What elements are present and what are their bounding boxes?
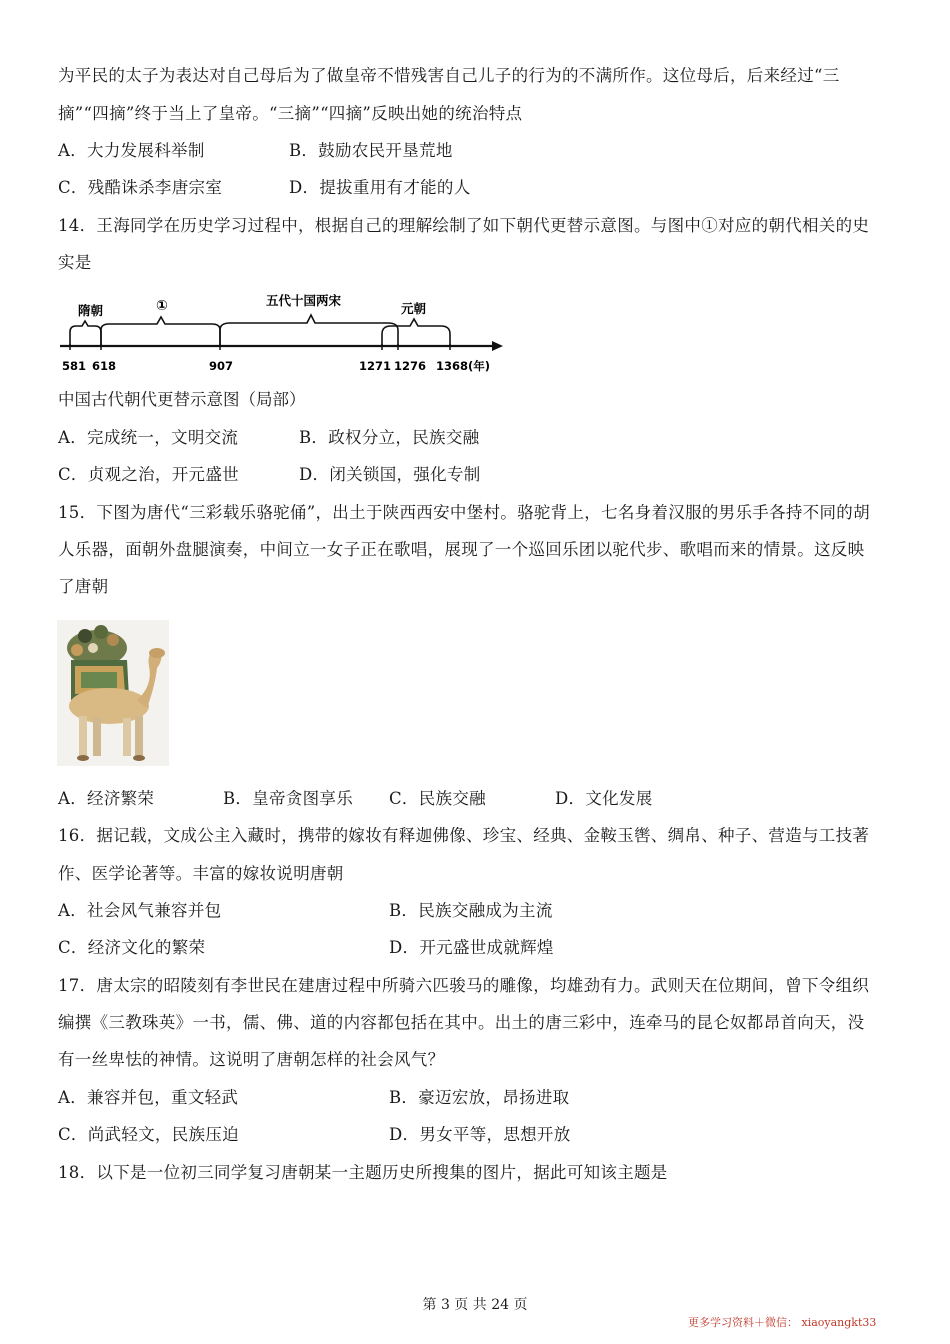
q17-option-d: D．男女平等，思想开放 [389,1125,571,1144]
q14-text-line2: 实是 [58,253,92,272]
tang-sancai-camel-figure-image [57,620,169,766]
q16-text-line1: 16．据记载，文成公主入藏时，携带的嫁妆有释迦佛像、珍宝、经典、金鞍玉辔、绸帛、种子、营造与工技著 [58,826,870,845]
q15-option-d: D．文化发展 [555,789,653,808]
q14-option-c: C．贞观之治，开元盛世 [58,465,239,484]
timeline-arrow [492,341,503,351]
q14-option-a: A．完成统一，文明交流 [58,428,239,447]
year-618: 618 [92,359,117,373]
q14-option-d: D．闭关锁国，强化专制 [299,465,481,484]
q13-text-line1: 为平民的太子为表达对自己母后为了做皇帝不惜残害自己儿子的行为的不满所作。这位母后，后来经过“三 [58,66,840,85]
q16-option-c: C．经济文化的繁荣 [58,938,206,957]
q17-text-line2: 编撰《三教珠英》一书，儒、佛、道的内容都包括在其中。出土的唐三彩中，连牵马的昆仑奴都昂首向天，没 [58,1013,865,1032]
label-wudai-song: 五代十国两宋 [266,293,342,308]
q17-option-a: A．兼容并包，重文轻武 [58,1088,239,1107]
wudai-song-bracket [220,315,398,346]
q13-option-b: B．鼓励农民开垦荒地 [289,141,453,160]
q16-option-d: D．开元盛世成就辉煌 [389,938,554,957]
q16-option-b: B．民族交融成为主流 [389,901,553,920]
period-1-bracket [101,317,220,346]
q13-option-a: A．大力发展科举制 [58,141,205,160]
label-yuan: 元朝 [401,301,427,316]
year-907: 907 [209,359,234,373]
q15-option-b: B．皇帝贪图享乐 [223,789,354,808]
q15-text-line2: 人乐器，面朝外盘腿演奏，中间立一女子正在歌唱，展现了一个巡回乐团以驼代步、歌唱而来的情景。这反映 [58,540,865,559]
q13-option-c: C．残酷诛杀李唐宗室 [58,178,223,197]
sui-bracket [70,321,101,346]
q13-text-line2: 摘”“四摘”终于当上了皇帝。“三摘”“四摘”反映出她的统治特点 [58,104,523,123]
year-581: 581 [62,359,87,373]
q13-option-d: D．提拔重用有才能的人 [289,178,471,197]
year-1368: 1368(年) [436,359,491,373]
q15-option-c: C．民族交融 [389,789,486,808]
q17-text-line3: 有一丝卑怯的神情。这说明了唐朝怎样的社会风气？ [58,1050,445,1069]
promo-text: 更多学习资料＋微信： xiaoyangkt33 [688,1316,877,1329]
q15-text-line3: 了唐朝 [58,577,109,596]
dynasty-timeline-diagram [58,286,503,378]
q16-text-line2: 作、医学论著等。丰富的嫁妆说明唐朝 [58,864,344,883]
timeline-caption: 中国古代朝代更替示意图（局部） [58,390,306,409]
q15-text-line1: 15．下图为唐代“三彩载乐骆驼俑”，出土于陕西西安中堡村。骆驼背上，七名身着汉服的男乐手各持不同的胡 [58,503,870,522]
q17-option-b: B．豪迈宏放，昂扬进取 [389,1088,570,1107]
q17-option-c: C．尚武轻文，民族压迫 [58,1125,239,1144]
page-number: 第 3 页 共 24 页 [422,1297,528,1313]
q17-text-line1: 17．唐太宗的昭陵刻有李世民在建唐过程中所骑六匹骏马的雕像，均雄劲有力。武则天在位期间，曾下令组织 [58,976,870,995]
q14-text-line1: 14．王海同学在历史学习过程中，根据自己的理解绘制了如下朝代更替示意图。与图中①对应的朝代相关的史 [58,216,870,235]
q14-option-b: B．政权分立，民族交融 [299,428,480,447]
q18-text-line1: 18．以下是一位初三同学复习唐朝某一主题历史所搜集的图片，据此可知该主题是 [58,1163,668,1182]
year-1271: 1271 [359,359,392,373]
label-circled-1: ① [156,298,168,314]
label-sui: 隋朝 [78,303,104,318]
q16-option-a: A．社会风气兼容并包 [58,901,222,920]
year-1276: 1276 [394,359,427,373]
q15-option-a: A．经济繁荣 [58,789,155,808]
